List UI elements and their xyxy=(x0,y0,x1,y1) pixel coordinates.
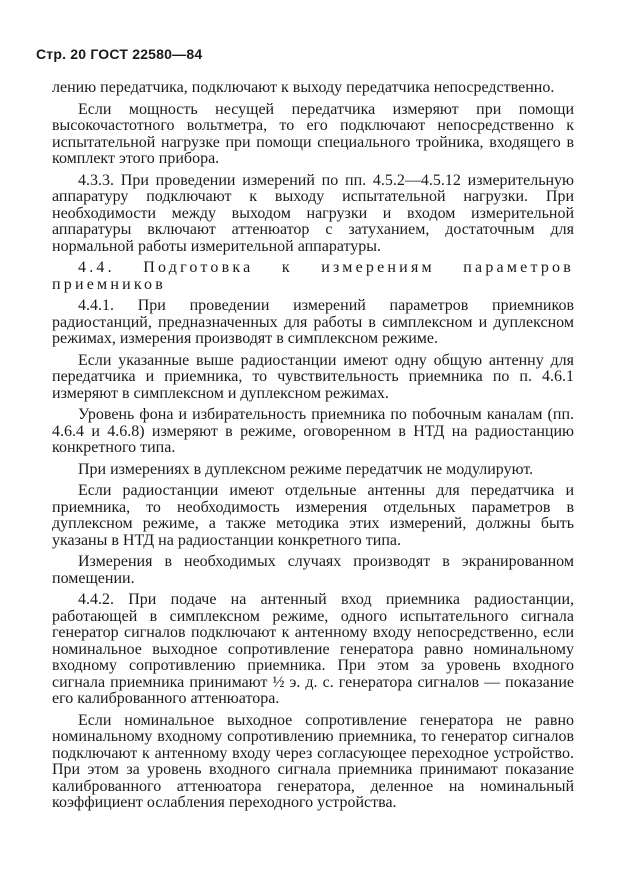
paragraph: Если номинальное выходное сопротивление генератора не равно номинальному входному сопротивлению приемника, то генератор сигналов подключают к антенному входу через согласующее переходное устройство. При этом за уровень входного сигнала приемника принимают показание калиброванного аттенюатора генератора, деленное на номинальный коэффициент ослабления переходного устройства. xyxy=(52,711,574,811)
paragraph-4-4-1: 4.4.1. При проведении измерений параметров приемников радиостанций, предназначенных для работы в симплексном и дуплексном режимах, измерения производят в симплексном режиме. xyxy=(52,297,574,347)
paragraph: Измерения в необходимых случаях производят в экранированном помещении. xyxy=(52,553,574,587)
paragraph-4-4-2: 4.4.2. При подаче на антенный вход приемника радиостанции, работающей в симплексном режиме, одного испытательного сигнала генератор сигналов подключают к антенному входу непосредственно, если номинальное выходное сопротивление генератора равно номинальному входному сопротивлению приемника. При этом за уровень входного сигнала приемника принимают ½ э. д. с. генератора сигналов — показание его калиброванного аттенюатора. xyxy=(52,591,574,707)
paragraph-continuation: лению передатчика, подключают к выходу передатчика непосредственно. xyxy=(52,79,555,96)
paragraph: Если указанные выше радиостанции имеют одну общую антенну для передатчика и приемника, то чувствительность приемника по п. 4.6.1 измеряют в симплексном и дуплексном режимах. xyxy=(52,351,574,402)
paragraph: Если радиостанции имеют отдельные антенны для передатчика и приемника, то необходимость измерения отдельных параметров в дуплексном режиме, а также методика этих измерений, должны быть указаны в НТД на радиостанции конкретного типа. xyxy=(52,482,574,549)
section-heading-4-4: 4.4. Подготовка к измерениям параметров приемников xyxy=(52,259,574,293)
document-body xyxy=(52,80,574,817)
paragraph: При измерениях в дуплексном режиме передатчик не модулируют. xyxy=(78,460,534,478)
page-header: Стр. 20 ГОСТ 22580—84 xyxy=(36,46,203,62)
paragraph: Уровень фона и избирательность приемника по побочным каналам (пп. 4.6.4 и 4.6.8) измеряют в режиме, оговоренном в НТД на радиостанцию конкретного типа. xyxy=(52,406,574,456)
paragraph-4-3-3: 4.3.3. При проведении измерений по пп. 4.5.2—4.5.12 измерительную аппаратуру подключают к выходу испытательной нагрузки. При необходимости между выходом нагрузки и входом измерительной аппаратуры включают аттенюатор с затуханием, достаточным для нормальной работы измерительной аппаратуры. xyxy=(52,171,574,255)
paragraph: Если мощность несущей передатчика измеряют при помощи высокочастотного вольтметра, то его подключают непосредственно к испытательной нагрузке при помощи специального тройника, входящего в комплект этого прибора. xyxy=(52,100,574,167)
